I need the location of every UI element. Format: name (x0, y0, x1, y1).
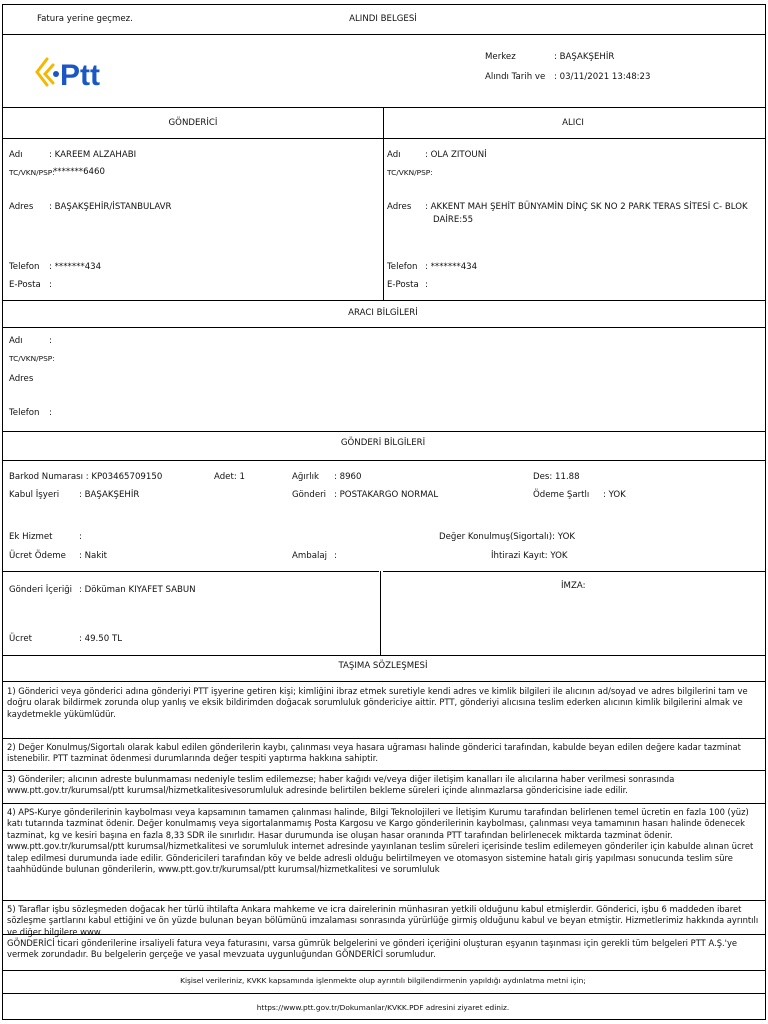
receiver-email-label: E-Posta (387, 280, 419, 290)
packaging-label: Ambalaj (292, 551, 328, 561)
column-divider (380, 571, 381, 655)
intermediary-tckn-label: TC/VKN/PSP: (9, 354, 55, 363)
receiver-tckn-label: TC/VKN/PSP: (387, 168, 433, 177)
divider (3, 34, 765, 35)
divider (3, 681, 765, 682)
packaging-value: : (334, 551, 337, 561)
desi-value: Des: 11.88 (533, 472, 580, 482)
kvkk-link[interactable]: https://www.ptt.gov.tr/Dokumanlar/KVKK.PDF adresini ziyaret ediniz. (256, 1003, 510, 1012)
sender-email-value: : (49, 280, 52, 290)
shipment-type-label: Gönderi (292, 490, 327, 500)
divider (3, 738, 765, 739)
weight-value: : 8960 (334, 472, 362, 482)
merkez-label: Merkez (485, 52, 516, 62)
receiver-phone-value: : *******434 (425, 262, 478, 272)
disclaimer-text: Fatura yerine geçmez. (37, 14, 133, 24)
piece-count: Adet: 1 (214, 472, 245, 482)
sender-address-value: : BAŞAKŞEHİR/İSTANBULAVR (49, 202, 172, 212)
divider (3, 300, 765, 301)
acceptance-office-value: : BAŞAKŞEHİR (79, 490, 140, 500)
receiver-phone-label: Telefon (387, 262, 418, 272)
logo-dot-icon (53, 71, 59, 77)
fee-value: : 49.50 TL (79, 634, 122, 644)
sender-address-label: Adres (9, 202, 34, 212)
weight-label: Ağırlık (292, 472, 320, 482)
divider (3, 803, 765, 804)
receiver-name-label: Adı (387, 150, 401, 160)
receiver-email-value: : (425, 280, 428, 290)
divider (383, 571, 765, 572)
divider (3, 571, 379, 572)
divider (3, 655, 765, 656)
sender-name-label: Adı (9, 150, 23, 160)
divider (3, 327, 765, 328)
intermediary-name-value: : (49, 336, 52, 346)
logo-text: Ptt (60, 59, 100, 92)
contract-title: TAŞIMA SÖZLEŞMESİ (338, 661, 428, 671)
receipt-frame (2, 4, 766, 1020)
receipt-date-label: Alındı Tarih ve (485, 72, 546, 82)
contract-clause-4: 4) APS-Kurye gönderilerinin kaybolması veya kapsamının tamamen çalınması halinde, Bilgi Teknolojileri ve İletişim Kurumu tarafından belirlenen temel ücretin en fazla 100 (yüz) katı tutarında tazminat ödenir. Değer konulmamış veya sigortalanmamış Posta Kargosu ve Kargo gönderilerinin kaybolması, çalınması veya tamamının hasarı halinde ödenecek tazminat, kg ve kesiri başına en fazla 8,33 SDR ile sınırlıdır. Hasar durumunda ise oluşan hasar oranında PTT tarafından belirlenecek miktarda tazminat ödenir. www.ptt.gov.tr/kurumsal/ptt kurumsal/hizmetkalitesi ve sorumluluk internet adresinde yayınlanan teslim süreleri içerisinde teslim edilemeyen gönderiler için kabulde alınan ücret talep edilmesi durumunda iade edilir. Göndericileri tarafından köy ve belde adresli olduğu belirtilmeyen ve otomasyon sistemine hatalı giriş yapılması sonucunda teslim süre taahhüdünde bulunan gönderilerin, www.ptt.gov.tr/kurumsal/ptt kurumsal/hizmetkalitesi ve sorumluluk (7, 807, 754, 875)
divider (3, 900, 765, 901)
column-divider (383, 107, 384, 300)
document-title: ALINDI BELGESİ (349, 14, 417, 24)
contract-clause-5: 5) Taraflar işbu sözleşmeden doğacak her türlü ihtilafta Ankara mahkeme ve icra dairelerinin münhasıran yetkili olduğunu kabul etmişlerdir. Gönderici, işbu 6 maddeden ibaret sözleşme şartlarını kabul ettiğini ve ön yüzde bulunan beyan bölümünü imzalaması sonrasında yürürlüğe girmiş olduğunu kabul ve beyan etmiştir. Hizmetlerimiz hakkında ayrıntılı ve diğer bilgilere www. (7, 904, 759, 937)
sender-name-value: : KAREEM ALZAHABI (49, 150, 137, 160)
barcode-number: Barkod Numarası : KP03465709150 (9, 472, 163, 482)
content-label: Gönderi İçeriği (9, 585, 73, 595)
receiver-address-line1: : AKKENT MAH ŞEHİT BÜNYAMİN DİNÇ SK NO 2 PARK TERAS SİTESİ C- BLOK (425, 202, 748, 212)
cod-label: Ödeme Şartlı (533, 490, 590, 500)
contract-clause-6: GÖNDERİCİ ticari gönderilerine irsaliyeli fatura veya faturasını, varsa gümrük belgelerini ve gönderi içeriğini oluşturan eşyanın taşınması için gerekli tüm belgeleri PTT A.Ş.'ye vermek zorundadır. Bu belgelerin gerçeğe ve yasal mevzuata uygunluğundan GÖNDERİCİ sorumludur. (7, 938, 738, 960)
divider (3, 138, 765, 139)
reservation-value: İhtirazi Kayıt: YOK (491, 551, 568, 561)
contract-clause-1: 1) Gönderici veya gönderici adına gönderiyi PTT işyerine getiren kişi; kimliğini ibraz etmek suretiyle kendi adres ve kimlik bilgileri ile alıcının ad/soyad ve adres bilgilerini tam ve doğru olarak bildirmek zorunda olup yanlış ve eksik bildirimden doğacak sorumluluk göndericiye aittir. PTT, gönderiyi alıcısına teslim ederken alıcının kimlik bilgilerini almak ve kaydetmekle yükümlüdür. (7, 686, 748, 719)
payment-label: Ücret Ödeme (9, 551, 66, 561)
kvkk-notice: Kişisel verileriniz, KVKK kapsamında işlenmekte olup ayrıntılı bilgilendirmenin yapıldığı aydınlatma metni için; (180, 976, 586, 985)
sender-phone-value: : *******434 (49, 262, 102, 272)
divider (3, 431, 765, 432)
sender-phone-label: Telefon (9, 262, 40, 272)
sender-title: GÖNDERİCİ (168, 118, 218, 128)
divider (3, 770, 765, 771)
sender-tckn-label: TC/VKN/PSP: (9, 168, 55, 177)
cod-value: : YOK (603, 490, 626, 500)
contract-clause-3: 3) Gönderiler; alıcının adreste bulunmaması nedeniyle teslim edilemezse; haber kağıdı ve/veya diğer iletişim kanalları ile alıcılarına haber verilmesi sonrasında www.ptt.gov.tr/kurumsal/ptt kurumsal/hizmetkalitesivesorumluluk adresinde belirtilen bekleme süreleri içinde alınmazlarsa göndericisine iade edilir. (7, 774, 675, 796)
merkez-value: : BAŞAKŞEHİR (554, 52, 615, 62)
divider (3, 970, 765, 971)
extra-service-label: Ek Hizmet (9, 532, 53, 542)
fee-label: Ücret (9, 634, 33, 644)
insured-value: Değer Konulmuş(Sigortalı): YOK (439, 532, 575, 542)
intermediary-name-label: Adı (9, 336, 23, 346)
sender-tckn-value: *******6460 (53, 167, 105, 177)
shipment-type-value: : POSTAKARGO NORMAL (334, 490, 439, 500)
divider (3, 934, 765, 935)
divider (3, 107, 765, 108)
signature-label: İMZA: (561, 581, 586, 591)
intermediary-title: ARACI BİLGİLERİ (348, 308, 418, 318)
acceptance-office-label: Kabul İşyeri (9, 490, 60, 500)
extra-service-value: : (79, 532, 82, 542)
receipt-date-value: : 03/11/2021 13:48:23 (554, 72, 651, 82)
intermediary-address-label: Adres (9, 374, 34, 384)
divider (3, 993, 765, 994)
receiver-address-line2: DAİRE:55 (433, 215, 474, 225)
sender-email-label: E-Posta (9, 280, 41, 290)
content-value: : Döküman KIYAFET SABUN (79, 585, 196, 595)
receiver-title: ALICI (562, 118, 584, 128)
receiver-address-label: Adres (387, 202, 412, 212)
intermediary-phone-value: : (49, 408, 52, 418)
contract-clause-2: 2) Değer Konulmuş/Sigortalı olarak kabul edilen gönderilerin kaybı, çalınması veya hasara uğraması halinde gönderici tarafından, kabulde beyan edilen değere kadar tazminat istenebilir. PTT tazminat ödenmesi durumlarında değer tespiti yaptırma hakkına sahiptir. (7, 742, 741, 764)
divider (3, 460, 765, 461)
receiver-name-value: : OLA ZITOUNİ (425, 150, 487, 160)
payment-value: : Nakit (79, 551, 108, 561)
shipment-title: GÖNDERİ BİLGİLERİ (340, 438, 426, 448)
ptt-logo (33, 53, 113, 93)
intermediary-phone-label: Telefon (9, 408, 40, 418)
